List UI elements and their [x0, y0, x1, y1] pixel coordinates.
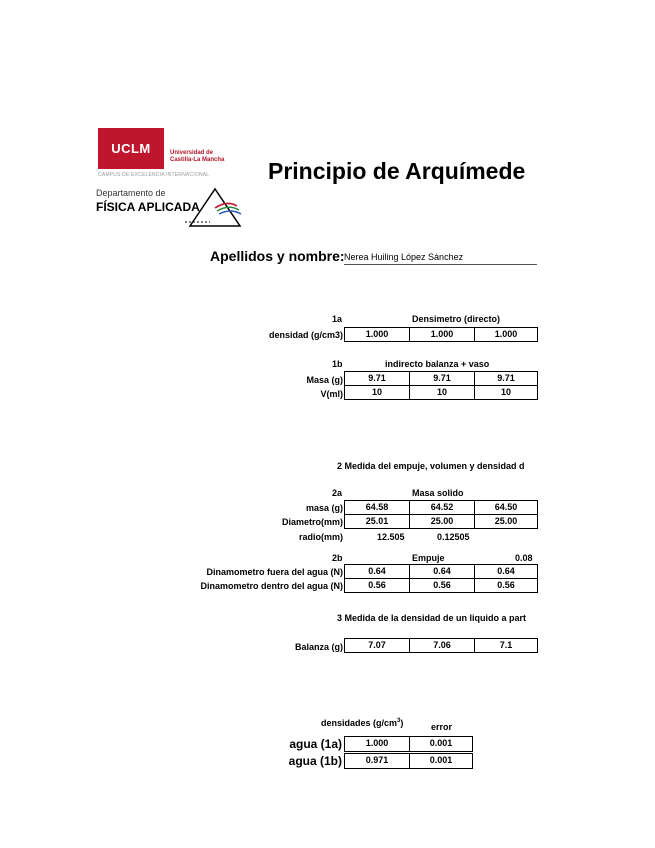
balanza-cell-2[interactable]: 7.06 [409, 638, 475, 653]
result-error-1b[interactable]: 0.001 [409, 753, 473, 769]
density-cell-3[interactable]: 1.000 [474, 327, 538, 342]
section-1a-id: 1a [332, 314, 343, 324]
name-label: Apellidos y nombre: [210, 248, 345, 264]
result-label-1b: agua (1b) [288, 754, 342, 768]
dentro-cell-1[interactable]: 0.56 [344, 578, 410, 593]
section-3-heading: 3 Medida de la densidad de un liquido a part [337, 613, 527, 623]
error-header: error [431, 722, 453, 732]
result-error-1a[interactable]: 0.001 [409, 736, 473, 752]
section-1b-id: 1b [332, 359, 343, 369]
balanza-cell-1[interactable]: 7.07 [344, 638, 410, 653]
masa-2a-cell-1[interactable]: 64.58 [344, 500, 410, 515]
department-name: FÍSICA APLICADA [96, 200, 200, 214]
fuera-cell-3[interactable]: 0.64 [474, 564, 538, 579]
uclm-logo: UCLM [98, 128, 164, 169]
densidades-header: densidades $(g/cm^3)$ [321, 718, 404, 728]
diametro-cell-3[interactable]: 25.00 [474, 514, 538, 529]
masa-1b-cell-2[interactable]: 9.71 [409, 371, 475, 386]
section-2b-header: Empuje [412, 553, 445, 563]
university-name: Universidad de Castilla-La Mancha [170, 150, 225, 163]
masa-1b-cell-1[interactable]: 9.71 [344, 371, 410, 386]
masa-1b-label: Masa (g) [306, 375, 343, 385]
empuje-extra: 0.08 [515, 553, 533, 563]
masa-2a-cell-3[interactable]: 64.50 [474, 500, 538, 515]
section-2-heading: 2 Medida del empuje, volumen y densidad d [337, 461, 525, 471]
result-value-1a[interactable]: 1.000 [344, 736, 410, 752]
diametro-cell-2[interactable]: 25.00 [409, 514, 475, 529]
section-2b-id: 2b [332, 553, 343, 563]
campus-label: CAMPUS DE EXCELENCIA INTERNACIONAL [98, 172, 210, 178]
fuera-cell-1[interactable]: 0.64 [344, 564, 410, 579]
name-field[interactable]: Nerea Huiling López Sánchez [344, 250, 537, 265]
density-cell-1[interactable]: 1.000 [344, 327, 410, 342]
section-1b-header: indirecto balanza + vaso [385, 359, 490, 369]
dentro-label: Dinamometro dentro del agua (N) [200, 581, 343, 591]
radio-value-1: 12.505 [377, 532, 405, 542]
archimedes-triangle-icon [185, 186, 245, 228]
density-label: densidad (g/cm3) [268, 330, 343, 340]
section-2a-header: Masa solido [412, 488, 464, 498]
section-2a-id: 2a [332, 488, 343, 498]
dentro-cell-3[interactable]: 0.56 [474, 578, 538, 593]
balanza-cell-3[interactable]: 7.1 [474, 638, 538, 653]
balanza-label: Balanza (g) [294, 642, 343, 652]
fuera-label: Dinamometro fuera del agua (N) [206, 567, 343, 577]
dentro-cell-2[interactable]: 0.56 [409, 578, 475, 593]
diametro-label: Diametro(mm) [281, 517, 343, 527]
result-label-1a: agua (1a) [289, 737, 342, 751]
volume-cell-3[interactable]: 10 [474, 385, 538, 400]
density-cell-2[interactable]: 1.000 [409, 327, 475, 342]
volume-cell-2[interactable]: 10 [409, 385, 475, 400]
diametro-cell-1[interactable]: 25.01 [344, 514, 410, 529]
masa-2a-label: masa (g) [305, 503, 343, 513]
result-value-1b[interactable]: 0.971 [344, 753, 410, 769]
radio-value-2: 0.12505 [437, 532, 470, 542]
fuera-cell-2[interactable]: 0.64 [409, 564, 475, 579]
masa-2a-cell-2[interactable]: 64.52 [409, 500, 475, 515]
volume-cell-1[interactable]: 10 [344, 385, 410, 400]
page-title: Principio de Arquímede [268, 158, 526, 184]
section-1a-header: Densimetro (directo) [412, 314, 501, 324]
volume-label: V(ml) [320, 389, 343, 399]
department-label: Departamento de [96, 188, 166, 198]
masa-1b-cell-3[interactable]: 9.71 [474, 371, 538, 386]
radio-label: radio(mm) [298, 532, 343, 542]
